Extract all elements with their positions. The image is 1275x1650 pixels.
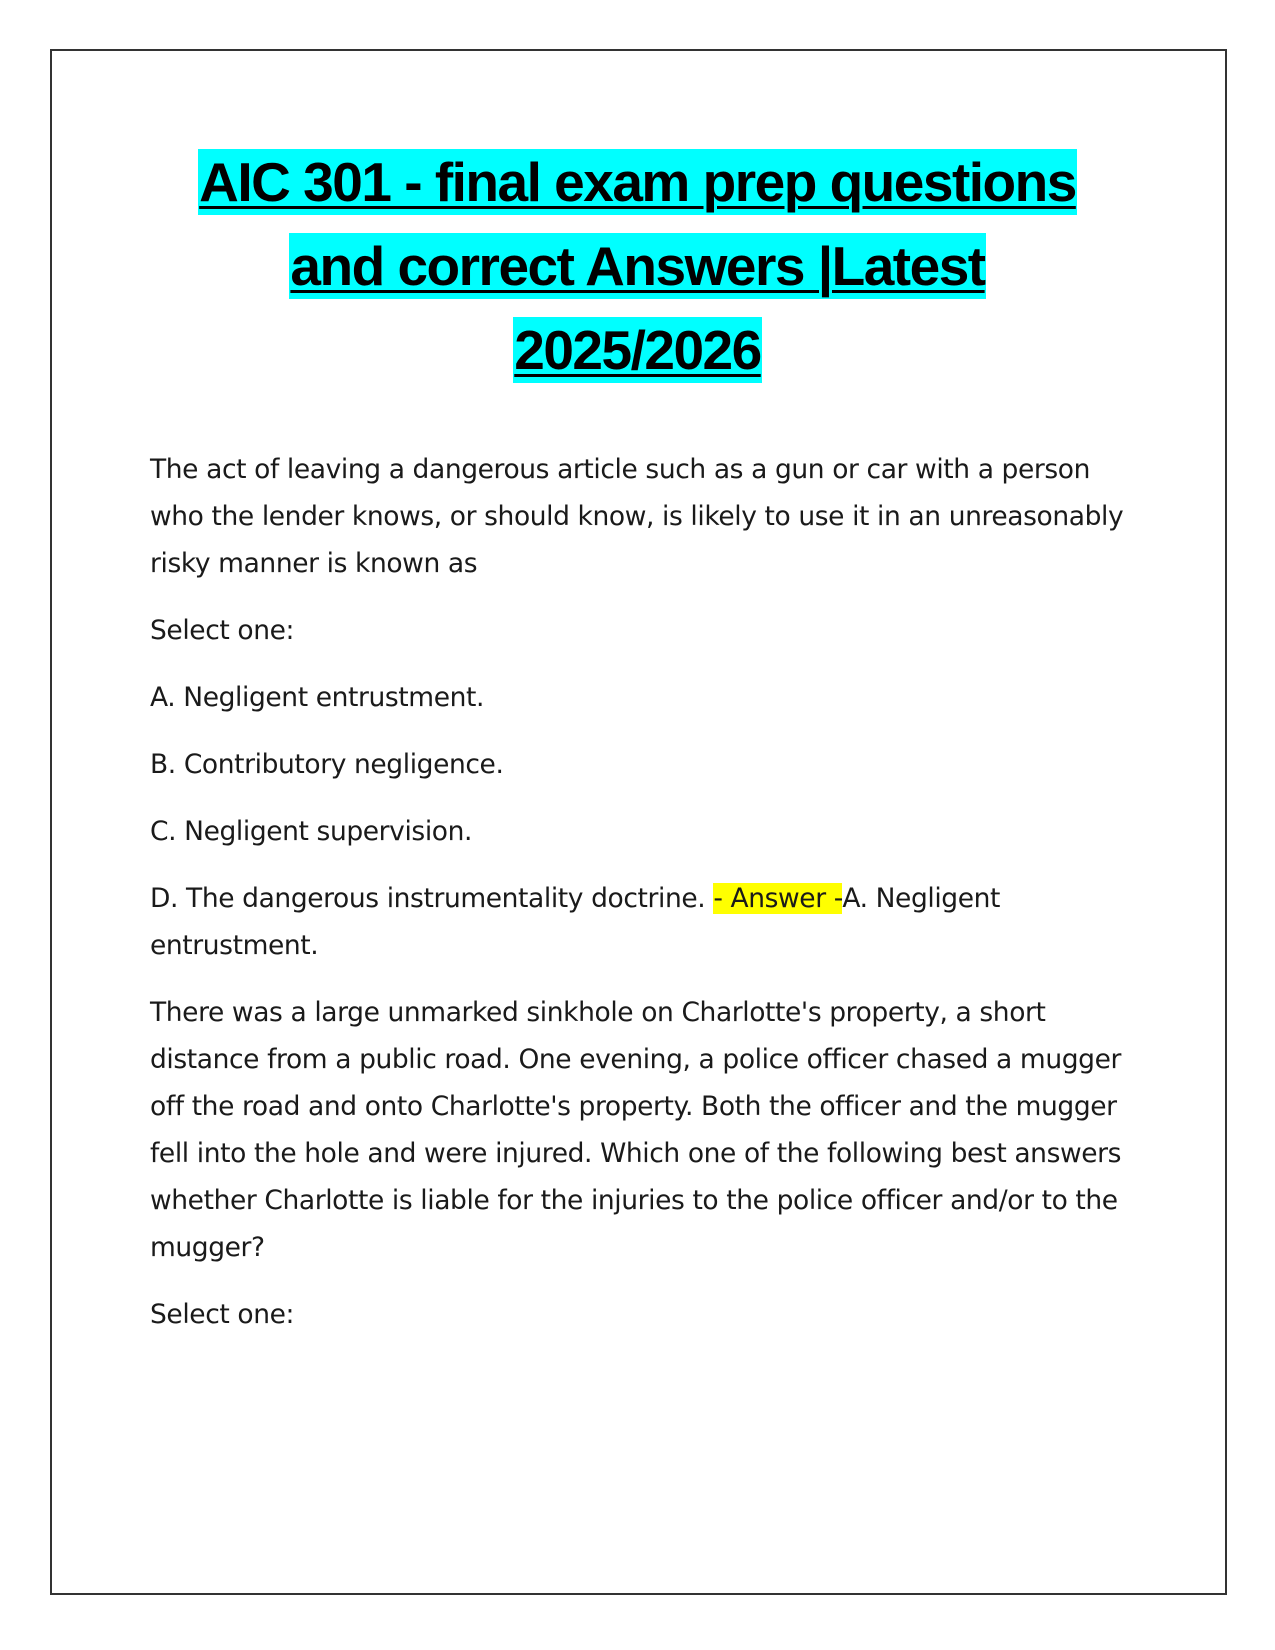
question-1-option-a: A. Negligent entrustment. [150,682,485,713]
question-2-text: There was a large unmarked sinkhole on Charlotte's property, a short distance from a public road. One evening, a police officer chased a mugger off the road and onto Charlotte's property. Both the officer and the mugger fell into the hole and were injured. Which one of the following best answers whether Charlotte is liable for the injuries to the police officer and/or to the mugger? [150,997,1122,1263]
question-1-prompt: Select one: [150,615,295,646]
title-line-3: 2025/2026 [514,319,761,381]
question-2-prompt: Select one: [150,1299,295,1330]
question-1-option-d-with-answer [150,875,1140,969]
question-1-option-d: D. The dangerous instrumentality doctrine. [150,883,706,914]
answer-marker: - Answer - [713,883,843,914]
question-1-option-b: B. Contributory negligence. [150,749,504,780]
question-1-answer: A. Negligent entrustment. [150,883,1001,961]
question-1-option-c: C. Negligent supervision. [150,816,473,847]
document-title [120,143,1155,395]
title-line-1: AIC 301 - final exam prep questions [199,151,1076,213]
title-line-2: and correct Answers |Latest [290,235,985,297]
question-1-text: The act of leaving a dangerous article such as a gun or car with a person who the lender knows, or should know, is likely to use it in an unreasonably risky manner is known as [150,454,1124,579]
document-body [150,446,1140,1358]
